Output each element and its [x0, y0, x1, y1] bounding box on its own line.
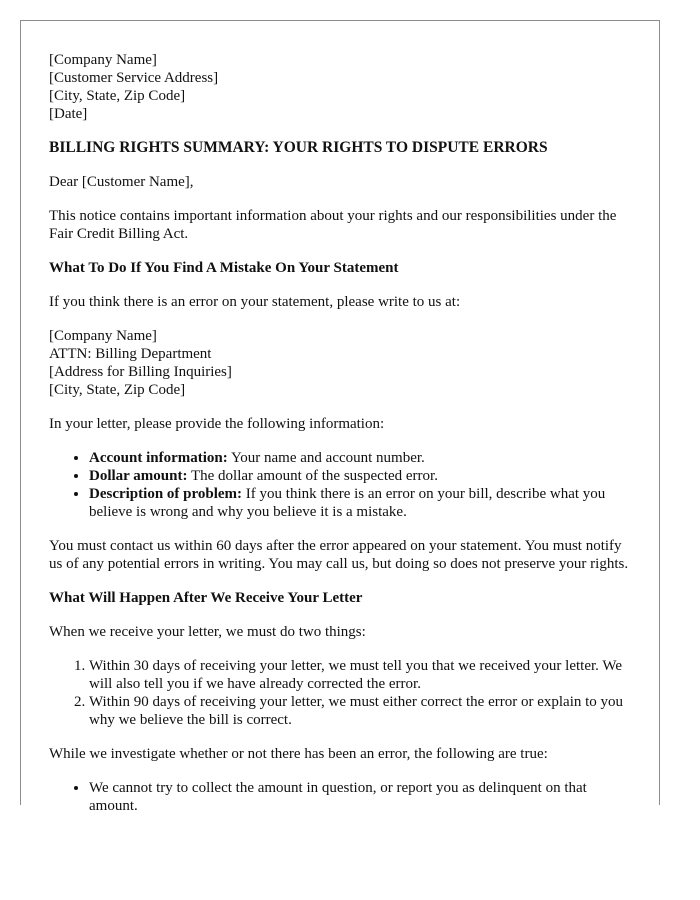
letter-title: BILLING RIGHTS SUMMARY: YOUR RIGHTS TO DISPUTE ERRORS [49, 139, 548, 156]
truths-list [49, 779, 631, 815]
billing-city: [City, State, Zip Code] [49, 382, 186, 398]
billing-address: [Address for Billing Inquiries] [49, 364, 232, 380]
section2-heading: What Will Happen After We Receive Your Letter [49, 590, 363, 606]
billing-attn: ATTN: Billing Department [49, 346, 212, 362]
list-item-text: Your name and account number. [227, 450, 425, 466]
info-list [49, 449, 631, 521]
deadline-paragraph: You must contact us within 60 days after the error appeared on your statement. You must notify us of any potential errors in writing. You may call us, but doing so does not preserve your rights. [49, 538, 629, 572]
list-item-text: The dollar amount of the suspected error. [187, 468, 438, 484]
list-item [89, 467, 631, 485]
billing-company: [Company Name] [49, 328, 157, 344]
billing-address-block [49, 327, 631, 399]
sender-address-block [49, 51, 631, 123]
list-item-label: Account information: [89, 450, 228, 466]
greeting: Dear [Customer Name], [49, 174, 194, 190]
write-to-paragraph: If you think there is an error on your statement, please write to us at: [49, 294, 461, 310]
list-item [89, 449, 631, 467]
list-item [89, 485, 631, 521]
list-item: 2. Within 90 days of receiving your letter, we must either correct the error or explain to you why we believe the bill is correct. [89, 693, 631, 729]
two-things-paragraph: When we receive your letter, we must do two things: [49, 624, 366, 640]
list-item-text: If you think there is an error on your bill, describe what you believe is wrong and why you believe it is a mistake. [89, 486, 606, 520]
letter-page [20, 20, 660, 814]
sender-company: [Company Name] [49, 52, 157, 68]
steps-list [49, 657, 631, 729]
list-item-label: Dollar amount: [89, 468, 188, 484]
intro-paragraph: This notice contains important information about your rights and our responsibilities under the Fair Credit Billing Act. [49, 208, 617, 242]
section1-heading: What To Do If You Find A Mistake On Your Statement [49, 260, 399, 276]
list-item-label: Description of problem: [89, 486, 243, 502]
list-item: • We cannot try to collect the amount in question, or report you as delinquent on that amount. [89, 779, 631, 815]
investigate-paragraph: While we investigate whether or not there has been an error, the following are true: [49, 746, 548, 762]
letter-date: [Date] [49, 106, 88, 122]
provide-paragraph: In your letter, please provide the following information: [49, 416, 385, 432]
sender-address: [Customer Service Address] [49, 70, 219, 86]
sender-city: [City, State, Zip Code] [49, 88, 186, 104]
list-item: 1. Within 30 days of receiving your letter, we must tell you that we received your letter. We will also tell you if we have already corrected the error. [89, 657, 631, 693]
